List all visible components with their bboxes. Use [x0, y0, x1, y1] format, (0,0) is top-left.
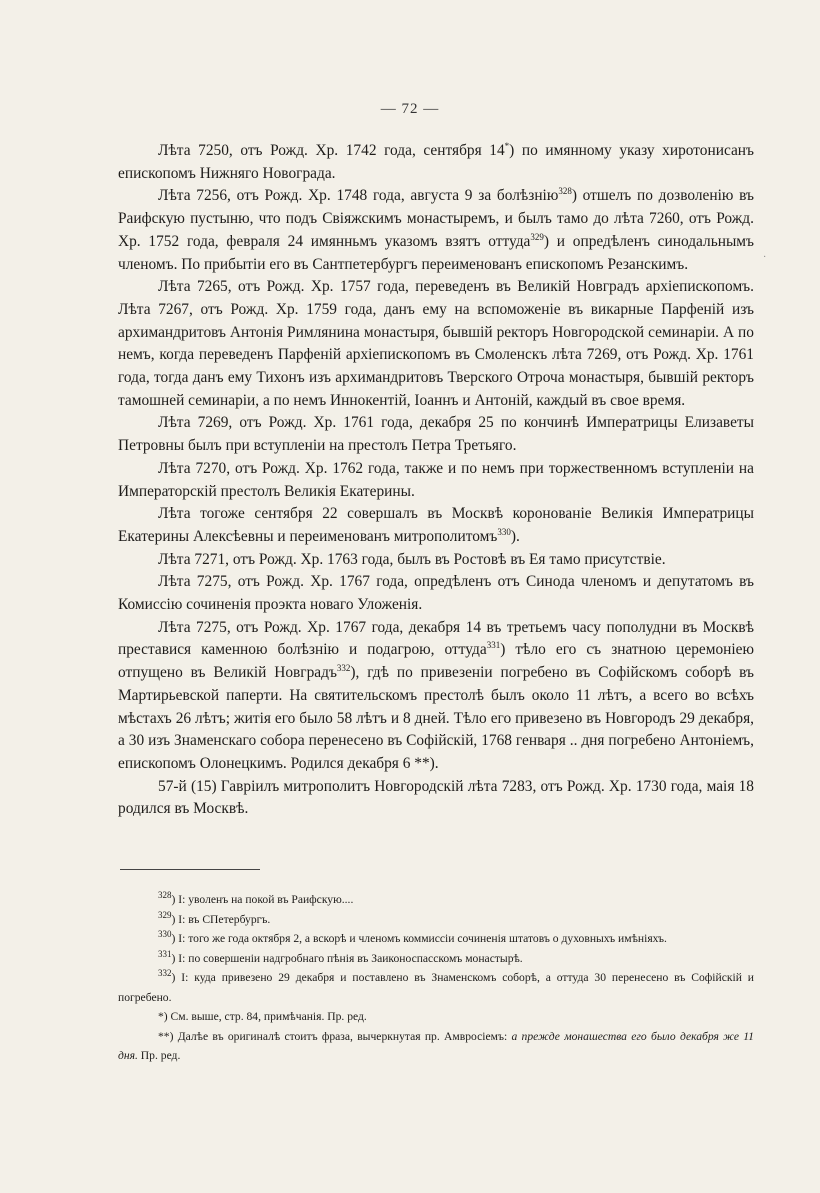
paragraph: [118, 776, 754, 821]
text-run: Лѣта 7270, отъ Рожд. Хр. 1762 года, также и по немъ при торжественномъ вступленіи на Императорскій престолъ Великія Екатерины.: [118, 459, 754, 500]
text-run: ).: [510, 527, 520, 545]
text-run: ) І: въ СПетербургъ.: [171, 912, 271, 926]
text-run: ) І: уволенъ на покой въ Раифскую....: [171, 893, 354, 906]
footnote: [118, 968, 754, 1007]
text-run: ), гдѣ по привезеніи погребено въ Софійскомъ соборѣ въ Мартирьевской паперти. На святительскомъ престолѣ былъ около 11 лѣтъ, а всего во всѣхъ мѣстахъ 26 лѣтъ; житія его было 58 лѣтъ и 8 дней. Тѣло его привезено въ Новгородъ 29 декабря, а 30 изъ Знаменскаго собора перенесено въ Софійскій, 1768 генваря .. дня погребено Антоніемъ, епископомъ Олонецкимъ. Родился декабря 6: [118, 664, 754, 772]
text-run: ).: [429, 754, 439, 772]
footnote-ref: 330: [158, 929, 172, 940]
text-run: **) Далѣе въ оригиналѣ стоитъ фраза, вычеркнутая пр. Амвросіемъ:: [158, 1029, 512, 1043]
paragraph: [118, 185, 754, 276]
page-number: — 72 —: [380, 101, 440, 117]
paragraph: [118, 503, 754, 548]
footnote-separator: [120, 869, 260, 870]
margin-mark: ·: [763, 252, 767, 263]
footnote-ref: *: [504, 140, 510, 151]
footnote-ref: 332: [336, 663, 351, 674]
paragraph: [118, 571, 754, 616]
footnote: [118, 929, 754, 949]
footnote: [118, 910, 754, 930]
paragraph: [118, 617, 754, 776]
text-run: Лѣта 7250, отъ Рожд. Хр. 1742 года, сентября 14: [158, 142, 505, 159]
footnote: [118, 1007, 754, 1027]
paragraph: [118, 412, 754, 457]
text-run: *) См. выше, стр. 84, примѣчанія. Пр. ред.: [158, 1010, 367, 1023]
text-run: ) отшелъ по дозволенію въ Раифскую пустыню, что подъ Свіяжскимъ монастыремъ, и былъ тамо до лѣта 7260, отъ Рожд. Хр. 1752 года, февраля 24 имянньмъ указомъ взятъ оттуда: [118, 187, 754, 250]
footnote-ref: 328: [558, 186, 572, 197]
paragraph: [118, 549, 754, 572]
text-run: ) по имянному указу хиротонисанъ епископомъ Нижняго Новограда.: [118, 142, 754, 182]
footnotes: [118, 890, 754, 1066]
text-run: Лѣта 7269, отъ Рожд. Хр. 1761 года, декабря 25 по кончинѣ Императрицы Елизаветы Петровны былъ при вступленіи на престолъ Петра Третьяго.: [118, 414, 754, 455]
main-text: [118, 140, 754, 821]
footnote-ref: 331: [158, 948, 172, 959]
text-run: ) І: того же года октября 2, а вскорѣ и членомъ коммиссіи сочиненія штатовъ о духовныхъ имѣніяхъ.: [171, 932, 667, 945]
paragraph: [118, 276, 754, 412]
text-run: ) І: по совершеніи надгробнаго пѣнія въ Заиконоспасскомъ монастырѣ.: [171, 951, 523, 965]
footnote: [118, 1027, 754, 1066]
footnote-ref: 331: [486, 640, 501, 651]
text-run: ) І: куда привезено 29 декабря и поставлено въ Знаменскомъ соборѣ, а оттуда 30 перенесено въ Софійскій и погребено.: [118, 971, 754, 1004]
footnote-ref: 332: [158, 968, 172, 979]
italic-text: а прежде монашества его было декабря же 11 дня.: [118, 1029, 754, 1062]
text-run: Лѣта 7275, отъ Рожд. Хр. 1767 года, опредѣленъ отъ Синода членомъ и депутатомъ въ Комиссію сочиненія проэкта новаго Уложенія.: [118, 573, 754, 614]
text-run: ) и опредѣленъ синодальнымъ членомъ. По прибытіи его въ Сантпетербургъ переименованъ епископомъ Резанскимъ.: [118, 232, 754, 273]
footnote-ref: 330: [497, 526, 511, 537]
footnote: [118, 890, 754, 910]
paragraph: [118, 458, 754, 503]
text-run: Лѣта 7271, отъ Рожд. Хр. 1763 года, былъ въ Ростовѣ въ Ея тамо присутствіе.: [158, 550, 666, 568]
footnote-ref: 328: [158, 890, 172, 901]
text-run: Лѣта 7265, отъ Рожд. Хр. 1757 года, переведенъ въ Великій Новградъ архіепископомъ. Лѣта 7267, отъ Рожд. Хр. 1759 года, данъ ему на вспоможеніе въ викарные Парфеній изъ архимандритовъ Антонія Римлянина монастыря, бывшій ректоръ Новгородской семинаріи. А по немъ, когда переведенъ Парфеній архіепископомъ въ Смоленскъ лѣта 7269, отъ Рожд. Хр. 1761 года, тогда данъ ему Тихонъ изъ архимандритовъ Тверского Отроча монастыря, бывшій ректоръ тамошней семинаріи, а по немъ Иннокентій, Іоаннъ и Антоній, каждый въ свое время.: [118, 278, 754, 409]
text-run: Лѣта 7275, отъ Рожд. Хр. 1767 года, декабря 14 въ третьемъ часу пополудни въ Москвѣ преставися каменною болѣзнію и подагрою, оттуда: [118, 618, 754, 659]
text-run: Пр. ред.: [137, 1049, 181, 1062]
text-run: 57-й (15) Гавріилъ митрополитъ Новгородскій лѣта 7283, отъ Рожд. Хр. 1730 года, маія 18 родился въ Москвѣ.: [118, 777, 754, 818]
footnote-ref: 329: [530, 231, 544, 242]
footnote: [118, 949, 754, 969]
text-run: **: [414, 754, 430, 772]
footnote-ref: 329: [158, 909, 172, 920]
text-run: ) тѣло его съ знатною церемоніею отпущено въ Великій Новградъ: [118, 641, 755, 682]
text-run: Лѣта тогоже сентября 22 совершалъ въ Москвѣ коронованіе Великія Императрицы Екатерины Алексѣевны и переименованъ митрополитомъ: [118, 505, 754, 545]
text-run: Лѣта 7256, отъ Рожд. Хр. 1748 года, августа 9 за болѣзнію: [158, 187, 559, 205]
paragraph: [118, 140, 754, 185]
